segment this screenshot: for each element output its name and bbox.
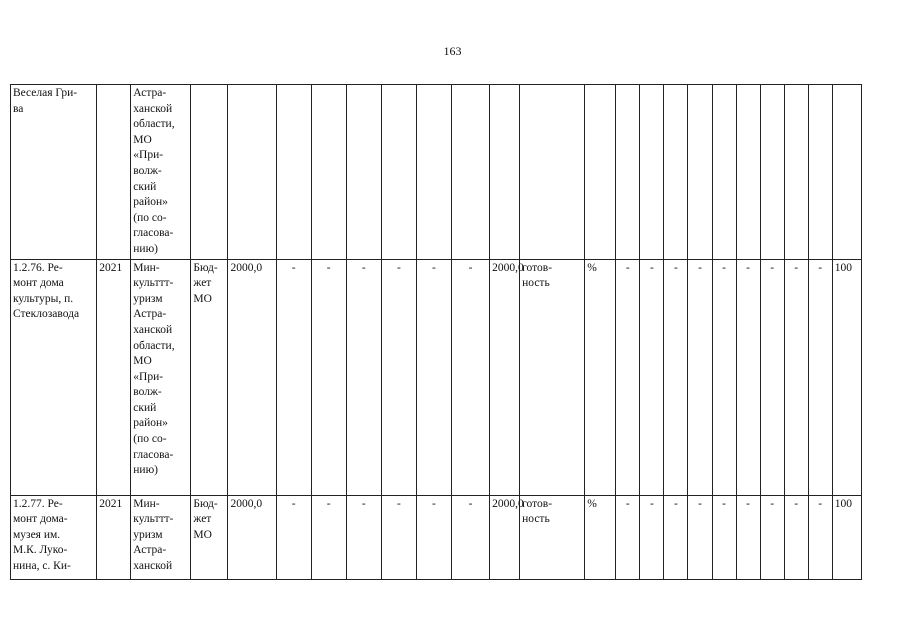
amount-2021: 2000,0	[490, 495, 520, 579]
funding-source: Бюд- жет МО	[191, 495, 228, 579]
amount-2021: 2000,0	[490, 259, 520, 495]
indicator-value: -	[736, 259, 760, 495]
indicator-value: -	[808, 495, 832, 579]
indicator-value: -	[664, 495, 688, 579]
year-value: -	[381, 259, 416, 495]
total-amount: 2000,0	[228, 495, 276, 579]
measure-name: Веселая Гри- ва	[11, 85, 97, 260]
indicator-value: -	[616, 495, 640, 579]
indicator-value: -	[712, 259, 736, 495]
measure-name: 1.2.76. Ре- монт дома культуры, п. Стеклозавода	[11, 259, 97, 495]
target-value: 100	[832, 495, 861, 579]
year-value: -	[311, 259, 346, 495]
year-value: -	[311, 495, 346, 579]
page-number: 163	[443, 44, 462, 58]
indicator-unit: %	[585, 495, 616, 579]
indicator-value: -	[688, 259, 712, 495]
indicator-value: -	[808, 259, 832, 495]
indicator-name: готов- ность	[520, 495, 585, 579]
funding-source: Бюд- жет МО	[191, 259, 228, 495]
table-row	[11, 259, 862, 495]
year-value	[346, 85, 381, 260]
indicator-value	[808, 85, 832, 260]
year-value: -	[381, 495, 416, 579]
table-row	[11, 495, 862, 579]
indicator-unit: %	[585, 259, 616, 495]
indicator-value	[736, 85, 760, 260]
executor: Мин- культтт- уризм Астра- ханской	[131, 495, 191, 579]
implementation-year: 2021	[97, 495, 131, 579]
year-value	[311, 85, 346, 260]
year-value: -	[276, 259, 311, 495]
implementation-year	[97, 85, 131, 260]
indicator-value: -	[784, 495, 808, 579]
indicator-value	[712, 85, 736, 260]
indicator-value: -	[640, 259, 664, 495]
year-value: -	[346, 495, 381, 579]
year-value: -	[416, 259, 451, 495]
implementation-year: 2021	[97, 259, 131, 495]
indicator-value: -	[784, 259, 808, 495]
indicator-value: -	[736, 495, 760, 579]
total-amount	[228, 85, 276, 260]
measure-name: 1.2.77. Ре- монт дома- музея им. М.К. Луко- нина, с. Ки-	[11, 495, 97, 579]
indicator-value: -	[688, 495, 712, 579]
indicator-unit	[585, 85, 616, 260]
year-value	[451, 85, 489, 260]
year-value: -	[451, 495, 489, 579]
indicator-value: -	[664, 259, 688, 495]
indicator-value: -	[616, 259, 640, 495]
indicator-value	[640, 85, 664, 260]
indicator-name	[520, 85, 585, 260]
indicator-value	[760, 85, 784, 260]
funding-source	[191, 85, 228, 260]
table-row	[11, 85, 862, 260]
indicator-name: готов- ность	[520, 259, 585, 495]
executor: Мин- культтт- уризм Астра- ханской области, МО «При- волж- ский район» (по со- гласова- нию)	[131, 259, 191, 495]
indicator-value: -	[760, 495, 784, 579]
year-value	[381, 85, 416, 260]
year-value: -	[451, 259, 489, 495]
total-amount: 2000,0	[228, 259, 276, 495]
year-value: -	[276, 495, 311, 579]
target-value	[832, 85, 861, 260]
executor: Астра- ханской области, МО «При- волж- ский район» (по со- гласова- нию)	[131, 85, 191, 260]
indicator-value	[784, 85, 808, 260]
indicator-value	[688, 85, 712, 260]
indicator-value: -	[712, 495, 736, 579]
year-value: -	[346, 259, 381, 495]
target-value: 100	[832, 259, 861, 495]
year-value: -	[416, 495, 451, 579]
indicator-value	[664, 85, 688, 260]
year-value	[416, 85, 451, 260]
amount-2021	[490, 85, 520, 260]
indicator-value: -	[640, 495, 664, 579]
program-table	[10, 84, 862, 580]
indicator-value: -	[760, 259, 784, 495]
indicator-value	[616, 85, 640, 260]
year-value	[276, 85, 311, 260]
